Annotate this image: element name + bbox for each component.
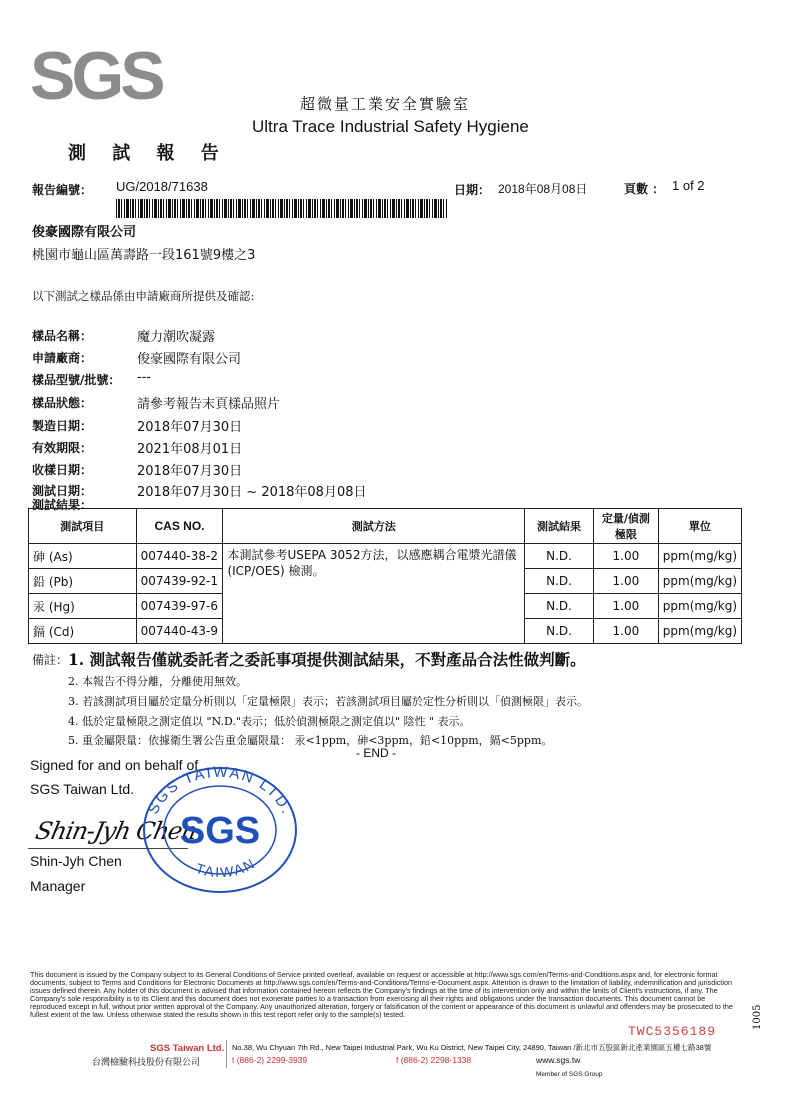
field-label: 測試結果：	[32, 498, 93, 512]
footer-tel: t (886-2) 2299-3939	[232, 1055, 308, 1065]
field-label: 申請廠商：	[32, 351, 93, 365]
header-method: 測試方法	[223, 509, 525, 544]
stamp-top-text: SGS TAIWAN LTD.	[144, 765, 296, 818]
row-unit: ppm(mg/kg)	[658, 544, 741, 569]
header-limit: 定量/偵測極限	[593, 509, 658, 544]
field-value: ---	[137, 370, 152, 385]
header-cas: CAS NO.	[136, 509, 223, 544]
signer-name: Shin-Jyh Chen	[30, 853, 122, 869]
header-item: 測試項目	[29, 509, 137, 544]
footer-company-en: SGS Taiwan Ltd.	[150, 1043, 225, 1054]
row-result: N.D.	[525, 569, 594, 594]
field-value: 2021年08月01日	[137, 442, 243, 457]
notes-prefix: 備註：	[32, 653, 69, 667]
lab-name-chinese: 超微量工業安全實驗室	[300, 95, 471, 113]
row-limit: 1.00	[593, 594, 658, 619]
row-item: 鎘 (Cd)	[29, 619, 137, 644]
field-value: 請參考報告末頁樣品照片	[137, 397, 281, 412]
field-label: 製造日期：	[32, 419, 93, 433]
footer-fax: f (886-2) 2298-1338	[396, 1055, 472, 1065]
row-result: N.D.	[525, 594, 594, 619]
field-value: 2018年07月30日 ~ 2018年08月08日	[137, 485, 367, 500]
footer-member: Member of SGS Group	[536, 1071, 603, 1078]
stamp-logo: SGS	[179, 810, 261, 852]
field-label: 測試日期：	[32, 484, 93, 498]
intro-text: 以下測試之樣品係由申請廠商所提供及確認:	[32, 289, 255, 303]
footer-company-cn: 台灣檢驗科技股份有限公司	[92, 1058, 201, 1068]
row-cas: 007440-43-9	[136, 619, 223, 644]
page-number: 1 of 2	[672, 178, 705, 193]
row-cas: 007439-97-6	[136, 594, 223, 619]
note-5: 5. 重金屬限量：依據衛生署公告重金屬限量： 汞<1ppm，砷<3ppm，鉛<10ppm，鎘<5ppm。	[68, 734, 553, 747]
serial-number: TWC5356189	[628, 1024, 717, 1039]
row-item: 砷 (As)	[29, 544, 137, 569]
footer-web: www.sgs.tw	[536, 1055, 581, 1065]
sgs-stamp	[140, 765, 300, 895]
footer-divider	[226, 1040, 227, 1068]
row-cas: 007439-92-1	[136, 569, 223, 594]
note-4: 4. 低於定量極限之測定值以 "N.D."表示；低於偵測極限之測定值以" 陰性 " 表示。	[68, 715, 471, 728]
field-label: 有效期限：	[32, 441, 93, 455]
note-2: 2. 本報告不得分離，分離使用無效。	[68, 675, 247, 688]
date-label: 日期：	[454, 183, 491, 197]
row-limit: 1.00	[593, 619, 658, 644]
report-title: 測 試 報 告	[68, 143, 229, 164]
row-unit: ppm(mg/kg)	[658, 569, 741, 594]
header-unit: 單位	[658, 509, 741, 544]
row-unit: ppm(mg/kg)	[658, 619, 741, 644]
row-result: N.D.	[525, 544, 594, 569]
handwritten-signature: Shin-Jyh Chen	[33, 817, 199, 845]
footer-disclaimer: This document is issued by the Company subject to its General Conditions of Service printed overleaf, available on request or accessible at http://www.sgs.com/en/Terms-and-Conditions.aspx and, for electronic format documents, subject to Terms and Conditions for Electronic Documents at http://www.sgs.com/en/Terms-and-Conditions/Terms-e-Document.aspx. Attention is drawn to the limitation of liability, indemnification and jurisdiction issues defined therein. Any holder of this document is advised that information contained hereon reflects the Company's findings at the time of its intervention only and within the limits of Client's instructions, if any. The Company's sole responsibility is to its Client and this document does not exonerate parties to a transaction from exercising all their rights and obligations under the transaction documents. This document cannot be reproduced except in full, without prior written approval of the Company. Any unauthorized alteration, forgery or falsification of the content or appearance of this document is unlawful and offenders may be prosecuted to the fullest extent of the law. Unless otherwise stated the results shown in this test report refer only to the sample(s) tested.	[30, 970, 733, 1019]
page-label: 頁數 ：	[624, 182, 665, 196]
report-number-label: 報告編號：	[32, 183, 93, 197]
client-address: 桃園市龜山區萬壽路一段161號9樓之3	[32, 248, 256, 263]
field-label: 樣品型號/批號：	[32, 373, 121, 387]
row-unit: ppm(mg/kg)	[658, 594, 741, 619]
signing-company: SGS Taiwan Ltd.	[30, 781, 135, 797]
note-1: 1. 測試報告僅就委託者之委託事項提供測試結果，不對產品合法性做判斷。	[68, 650, 586, 669]
report-date: 2018年08月08日	[498, 182, 588, 196]
field-value: 2018年07月30日	[137, 420, 243, 435]
field-value: 俊豪國際有限公司	[137, 352, 242, 367]
field-label: 樣品名稱：	[32, 329, 93, 343]
header-result: 測試結果	[525, 509, 594, 544]
row-cas: 007440-38-2	[136, 544, 223, 569]
row-limit: 1.00	[593, 544, 658, 569]
field-label: 樣品狀態：	[32, 396, 93, 410]
barcode	[116, 199, 448, 218]
table-row	[29, 544, 742, 569]
stamp-bottom-text: TAIWAN	[193, 854, 259, 881]
row-item: 汞 (Hg)	[29, 594, 137, 619]
sgs-logo: SGS	[30, 38, 162, 114]
row-item: 鉛 (Pb)	[29, 569, 137, 594]
field-label: 收樣日期：	[32, 463, 93, 477]
report-number: UG/2018/71638	[116, 179, 208, 194]
note-3: 3. 若該測試項目屬於定量分析則以「定量極限」表示；若該測試項目屬於定性分析則以「偵測極限」表示。	[68, 695, 588, 708]
side-number: 1005	[752, 1004, 763, 1030]
signed-for-text: Signed for and on behalf of	[30, 757, 199, 773]
results-table	[28, 508, 742, 644]
field-value: 魔力潮吹凝露	[137, 330, 216, 345]
table-header-row	[29, 509, 742, 544]
row-result: N.D.	[525, 619, 594, 644]
lab-name-english: Ultra Trace Industrial Safety Hygiene	[252, 117, 529, 136]
client-name: 俊豪國際有限公司	[32, 225, 137, 240]
row-method: 本測試參考USEPA 3052方法，以感應耦合電漿光譜儀(ICP/OES) 檢測。	[223, 544, 525, 644]
row-limit: 1.00	[593, 569, 658, 594]
field-value: 2018年07月30日	[137, 464, 243, 479]
end-marker: - END -	[356, 746, 396, 760]
signer-title: Manager	[30, 878, 86, 894]
footer-address: No.38, Wu Chyuan 7th Rd., New Taipei Industrial Park, Wu Ku District, New Taipei City, 24890, Taiwan /新北市五股區新北產業園區五權七路38號	[232, 1043, 712, 1052]
